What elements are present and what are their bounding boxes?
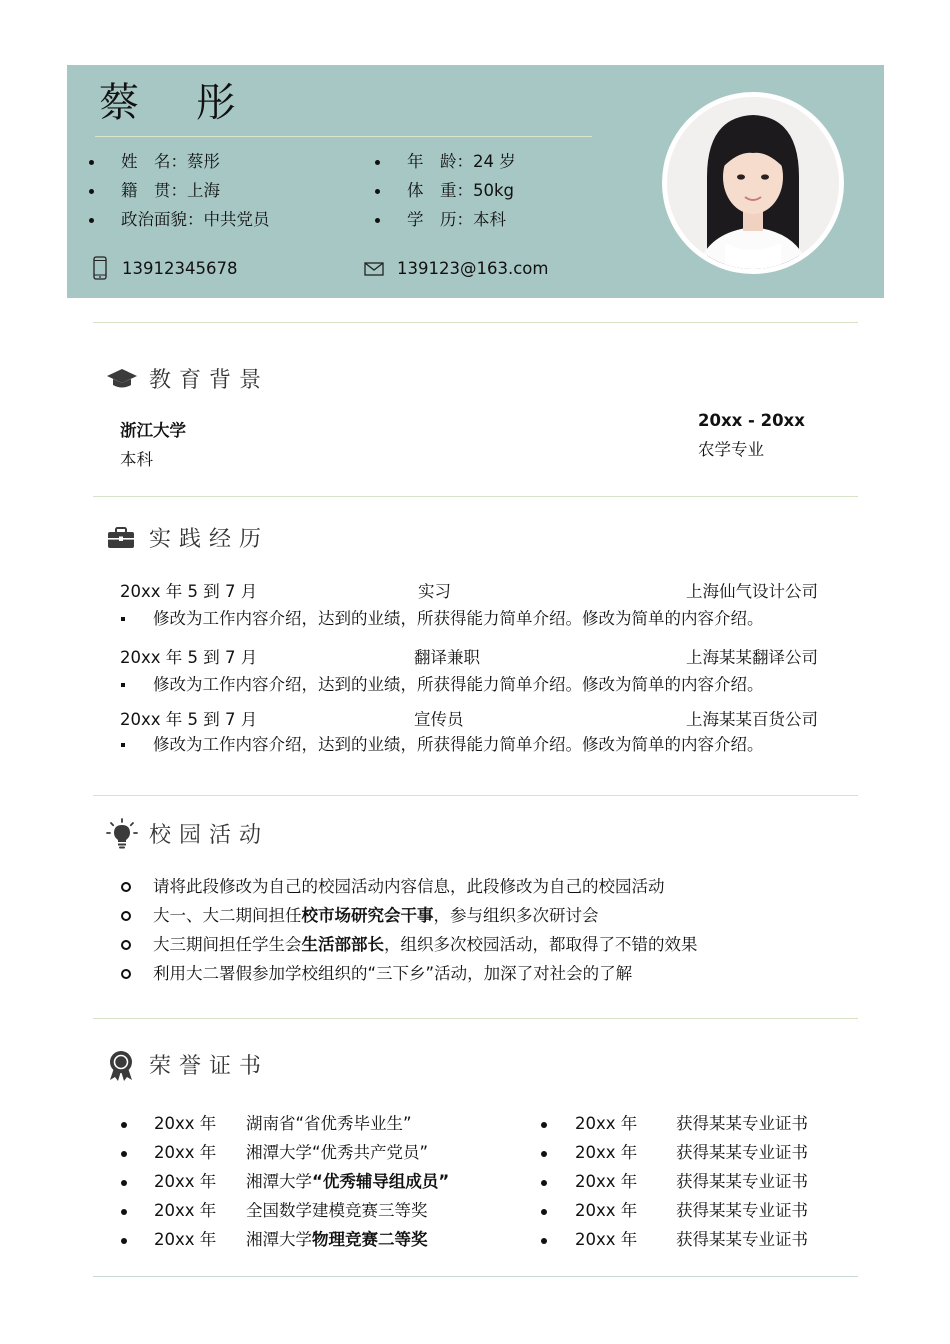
- campus-item: [153, 876, 665, 898]
- cert-year: 20xx 年: [575, 1114, 638, 1133]
- practice-date: 20xx 年 5 到 7 月: [120, 582, 258, 601]
- practice-desc: 修改为工作内容介绍，达到的业绩，所获得能力简单介绍。修改为简单的内容介绍。: [153, 609, 764, 628]
- section-title-education: 教育背景: [149, 368, 270, 393]
- practice-role: 宣传员: [414, 710, 464, 729]
- degree: 本科: [120, 450, 153, 469]
- bullet-dot: [121, 1151, 127, 1157]
- info-age: 年 龄：24 岁: [407, 151, 516, 173]
- honor-year: 20xx 年: [154, 1172, 217, 1191]
- campus-item: [153, 934, 698, 956]
- practice-company: 上海某某百货公司: [686, 710, 818, 729]
- bullet-dot: [89, 218, 94, 223]
- honor-highlight: “优秀辅导组成员”: [312, 1172, 450, 1191]
- campus-text: ，参与组织多次研讨会: [433, 906, 599, 925]
- campus-text: 大一、大二期间担任: [153, 906, 302, 925]
- section-divider: [93, 322, 858, 323]
- campus-item: [153, 963, 632, 985]
- bullet-dot: [541, 1209, 547, 1215]
- bullet-dot: [121, 1180, 127, 1186]
- section-divider: [93, 1276, 858, 1277]
- candidate-name: 蔡 彤: [99, 80, 258, 126]
- info-label: 学 历: [407, 210, 457, 229]
- campus-highlight: 生活部部长: [301, 935, 384, 954]
- honor-text: [246, 1142, 428, 1164]
- avatar-frame: [662, 92, 844, 274]
- honor-year: 20xx 年: [154, 1230, 217, 1249]
- phone-number[interactable]: 13912345678: [122, 259, 238, 278]
- practice-date: 20xx 年 5 到 7 月: [120, 648, 258, 667]
- award-medal-icon: [106, 1050, 136, 1082]
- bullet-dot: [541, 1151, 547, 1157]
- practice-company: 上海某某翻译公司: [686, 648, 818, 667]
- info-label: 年 龄: [407, 152, 457, 171]
- ring-bullet: [121, 882, 131, 892]
- bullet-dot: [541, 1238, 547, 1244]
- section-title-honors: 荣誉证书: [149, 1054, 270, 1079]
- info-value: 24 岁: [473, 152, 516, 171]
- practice-desc: 修改为工作内容介绍，达到的业绩，所获得能力简单介绍。修改为简单的内容介绍。: [153, 675, 764, 694]
- bullet-dot: [121, 1122, 127, 1128]
- info-value: 50kg: [473, 181, 515, 200]
- bullet-dot: [121, 1238, 127, 1244]
- portrait-photo: [667, 97, 839, 269]
- honor-highlight: 物理竞赛二等奖: [312, 1230, 428, 1249]
- practice-company: 上海仙气设计公司: [686, 582, 818, 601]
- practice-date: 20xx 年 5 到 7 月: [120, 710, 258, 729]
- honor-year: 20xx 年: [154, 1201, 217, 1220]
- section-title-campus: 校园活动: [149, 823, 270, 848]
- major: 农学专业: [698, 440, 764, 459]
- lightbulb-icon: [106, 818, 138, 850]
- email-address[interactable]: 139123@163.com: [397, 259, 549, 278]
- cert-text: 获得某某专业证书: [676, 1201, 808, 1220]
- info-political: 政治面貌：中共党员: [121, 209, 270, 231]
- header-panel: [67, 65, 884, 298]
- honor-plain: 湘潭大学“优秀共产党员”: [246, 1143, 429, 1162]
- cert-year: 20xx 年: [575, 1143, 638, 1162]
- info-name: 姓 名：蔡彤: [121, 151, 220, 173]
- info-value: 上海: [187, 181, 220, 200]
- practice-desc: 修改为工作内容介绍，达到的业绩，所获得能力简单介绍。修改为简单的内容介绍。: [153, 735, 764, 754]
- ring-bullet: [121, 940, 131, 950]
- info-label: 体 重: [407, 181, 457, 200]
- section-divider: [93, 1018, 858, 1019]
- name-underline: [95, 136, 592, 137]
- info-value: 中共党员: [203, 210, 270, 229]
- info-label: 姓 名: [121, 152, 171, 171]
- section-divider: [93, 795, 858, 796]
- info-value: 蔡彤: [187, 152, 220, 171]
- campus-text: 利用大二署假参加学校组织的“三下乡”活动，加深了对社会的了解: [153, 964, 633, 983]
- campus-item: [153, 905, 599, 927]
- honor-text: [246, 1229, 428, 1251]
- cert-year: 20xx 年: [575, 1230, 638, 1249]
- practice-role: 实习: [418, 582, 451, 601]
- honor-plain: 湘潭大学: [246, 1230, 312, 1249]
- section-title-practice: 实践经历: [149, 527, 270, 552]
- campus-text: 大三期间担任学生会: [153, 935, 302, 954]
- bullet-dot: [375, 160, 380, 165]
- briefcase-icon: [106, 527, 136, 549]
- honor-text: [246, 1200, 428, 1222]
- honor-text: [246, 1171, 449, 1193]
- info-hometown: 籍 贯：上海: [121, 180, 220, 202]
- square-bullet: [121, 743, 125, 747]
- info-weight: 体 重：50kg: [407, 180, 514, 202]
- bullet-dot: [89, 189, 94, 194]
- practice-role: 翻译兼职: [414, 648, 480, 667]
- campus-text: ，组织多次校园活动，都取得了不错的效果: [384, 935, 698, 954]
- honor-plain: 湖南省“省优秀毕业生”: [246, 1114, 412, 1133]
- avatar: [667, 97, 839, 269]
- mail-icon: [364, 262, 384, 276]
- honor-text: [246, 1113, 412, 1135]
- ring-bullet: [121, 969, 131, 979]
- info-value: 本科: [473, 210, 506, 229]
- honor-plain: 全国数学建模竞赛三等奖: [246, 1201, 428, 1220]
- section-divider: [93, 496, 858, 497]
- honor-year: 20xx 年: [154, 1114, 217, 1133]
- bullet-dot: [375, 189, 380, 194]
- square-bullet: [121, 617, 125, 621]
- bullet-dot: [541, 1180, 547, 1186]
- cert-text: 获得某某专业证书: [676, 1143, 808, 1162]
- education-period: 20xx - 20xx: [698, 411, 805, 430]
- phone-icon: [93, 256, 107, 280]
- cert-year: 20xx 年: [575, 1172, 638, 1191]
- info-label: 政治面貌: [121, 210, 187, 229]
- bullet-dot: [121, 1209, 127, 1215]
- bullet-dot: [375, 218, 380, 223]
- school-name: 浙江大学: [120, 421, 186, 440]
- ring-bullet: [121, 911, 131, 921]
- square-bullet: [121, 683, 125, 687]
- cert-text: 获得某某专业证书: [676, 1172, 808, 1191]
- campus-text: 请将此段修改为自己的校园活动内容信息，此段修改为自己的校园活动: [153, 877, 665, 896]
- cert-year: 20xx 年: [575, 1201, 638, 1220]
- cert-text: 获得某某专业证书: [676, 1114, 808, 1133]
- info-education: 学 历：本科: [407, 209, 506, 231]
- cert-text: 获得某某专业证书: [676, 1230, 808, 1249]
- honor-plain: 湘潭大学: [246, 1172, 312, 1191]
- bullet-dot: [89, 160, 94, 165]
- bullet-dot: [541, 1122, 547, 1128]
- campus-highlight: 校市场研究会干事: [301, 906, 434, 925]
- info-label: 籍 贯: [121, 181, 171, 200]
- honor-year: 20xx 年: [154, 1143, 217, 1162]
- graduation-cap-icon: [106, 368, 138, 390]
